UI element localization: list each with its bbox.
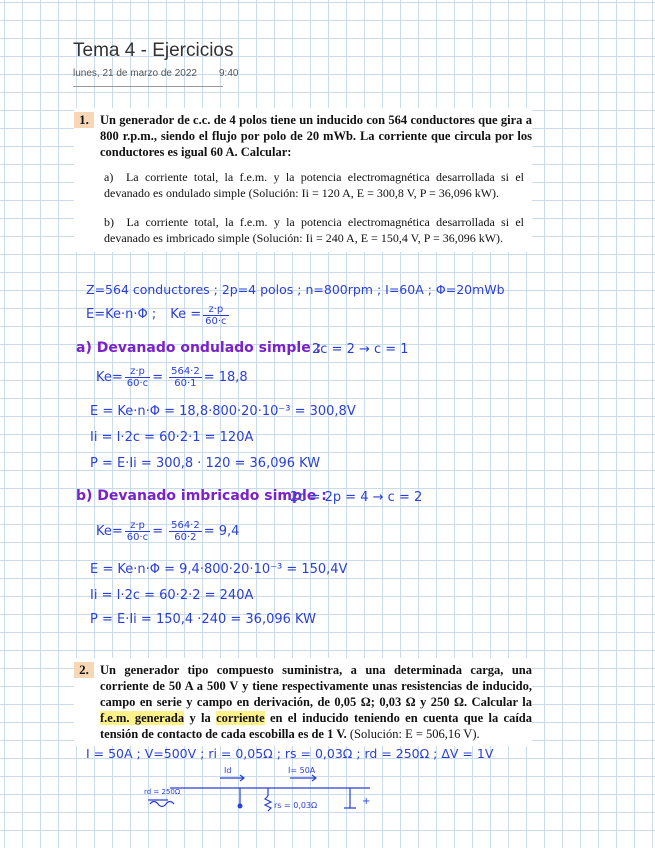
circuit-label-plus: + [362, 796, 371, 807]
circuit-sketch [140, 760, 400, 820]
hw-b-ke-result: = 9,4 [203, 524, 240, 539]
hw-b-e: E = Ke·n·Φ = 9,4·800·20·10⁻³ = 150,4V [90, 562, 348, 577]
p2-highlight-fem: f.e.m. generada [100, 711, 185, 725]
hw-data-line: Z=564 conductores ; 2p=4 polos ; n=800rpm ; I=60A ; Φ=20mWb [86, 282, 505, 297]
hw-a-ke-lhs: Ke= [96, 370, 123, 385]
problem-1b-text: b) La corriente total, la f.e.m. y la potencia electromagnética desarrollada si el devanado es imbricado simple (Solución: Ii = 240 A, E = 150,4 V, P = 36,096 kW). [104, 215, 524, 245]
frac-den: 60·1 [174, 378, 197, 389]
hw-formula-ke-frac [203, 304, 228, 327]
hw-formulas [86, 302, 231, 328]
hw-a-e: E = Ke·n·Φ = 18,8·800·20·10⁻³ = 300,8V [90, 404, 356, 419]
hw-b-ke-lhs: Ke= [96, 524, 123, 539]
hw-a-ke-frac1 [125, 366, 150, 389]
frac-den: 60·c [126, 378, 149, 389]
frac-num: 564·2 [171, 366, 200, 377]
hw-formula-ke-lhs: Ke = [170, 307, 202, 322]
problem-2-statement [100, 662, 532, 742]
circuit-label-rd: rd = 250Ω [144, 788, 181, 796]
circuit-right-wire [344, 788, 356, 808]
circuit-rs-resistor [265, 796, 271, 811]
p2-text-3: en el inducido teniendo en cuenta que la caída tensión de contacto de cada escobilla es de 1 V. [100, 711, 532, 741]
frac-num: z·p [125, 520, 150, 532]
p2-text-1: Un generador tipo compuesto suministra, a una determinada carga, una corriente de 50 A a 500 V y tiene respectivamente unas resistencias de inducido, campo en serie y campo en derivación, de 0,05 Ω; 0,03 Ω y 250 Ω. Calcular la [100, 663, 532, 709]
circuit-rd-resistor [150, 802, 174, 807]
hw-b-c: 2c = 2p = 4 → c = 2 [290, 490, 423, 505]
circuit-label-i: I= 50A [288, 766, 316, 775]
hw-b-p: P = E·Ii = 150,4 ·240 = 36,096 KW [90, 612, 316, 627]
circuit-branch [240, 788, 268, 806]
circuit-id-arrow [220, 775, 244, 781]
hw-b-ke-frac1 [125, 520, 150, 543]
p2-text-2: y la [184, 711, 217, 725]
problem-2-block [74, 658, 532, 746]
frac-num: z·p [203, 304, 228, 316]
problem-1-number: 1. [74, 112, 94, 128]
frac-den: 60·c [126, 532, 149, 543]
hw-b-ke-eq: = [152, 524, 164, 539]
p2-solution: (Solución: E = 506,16 V). [346, 727, 480, 741]
hw-a-p: P = E·Ii = 300,8 · 120 = 36,096 KW [90, 456, 321, 471]
hw2-data-line: I = 50A ; V=500V ; ri = 0,05Ω ; rs = 0,03Ω ; rd = 250Ω ; ΔV = 1V [86, 746, 494, 761]
date-text: lunes, 21 de marzo de 2022 [73, 68, 197, 79]
page-title: Tema 4 - Ejercicios [73, 40, 234, 61]
circuit-i-arrow [290, 775, 316, 781]
circuit-label-rs: rs = 0,03Ω [274, 801, 318, 810]
hw-a-ke [96, 366, 248, 389]
hw-a-ke-eq: = [152, 370, 164, 385]
hw-a-ke-frac2 [169, 366, 202, 389]
hw-a-title: a) Devanado ondulado simple : [76, 340, 322, 356]
hw-b-title: b) Devanado imbricado simple : [76, 488, 327, 504]
p2-highlight-corriente: corriente [216, 711, 265, 725]
circuit-label-id: Id [224, 766, 232, 775]
problem-1-block [74, 108, 532, 252]
hw-formula-e: E=Ke·n·Φ ; [86, 307, 157, 322]
frac-den: 60·2 [174, 532, 197, 543]
time-text: 9:40 [218, 68, 239, 79]
frac-num: z·p [125, 366, 150, 378]
page-date [73, 68, 260, 79]
hw-a-ke-result: = 18,8 [203, 370, 248, 385]
frac-num: 564·2 [171, 520, 200, 531]
problem-1a-text: a) La corriente total, la f.e.m. y la potencia electromagnética desarrollada si el devanado es ondulado simple (Solución: Ii = 120 A, E = 300,8 V, P = 36,096 kW). [104, 170, 524, 200]
hw-a-c: 2c = 2 → c = 1 [312, 342, 409, 357]
hw-b-ke-frac2 [169, 520, 202, 543]
hw-b-ke [96, 520, 239, 543]
circuit-node [238, 804, 243, 809]
problem-1-statement: Un generador de c.c. de 4 polos tiene un inducido con 564 conductores que gira a 800 r.p.m., siendo el flujo por polo de 20 mWb. La corriente que circula por los conductores es igual 60 A. Calcular: [100, 113, 532, 159]
hw-b-i: Ii = I·2c = 60·2·2 = 240A [90, 588, 254, 603]
frac-den: 60·c [205, 315, 227, 327]
hw-a-i: Ii = I·2c = 60·2·1 = 120A [90, 430, 254, 445]
problem-2-number: 2. [74, 662, 94, 678]
title-divider [73, 86, 223, 87]
